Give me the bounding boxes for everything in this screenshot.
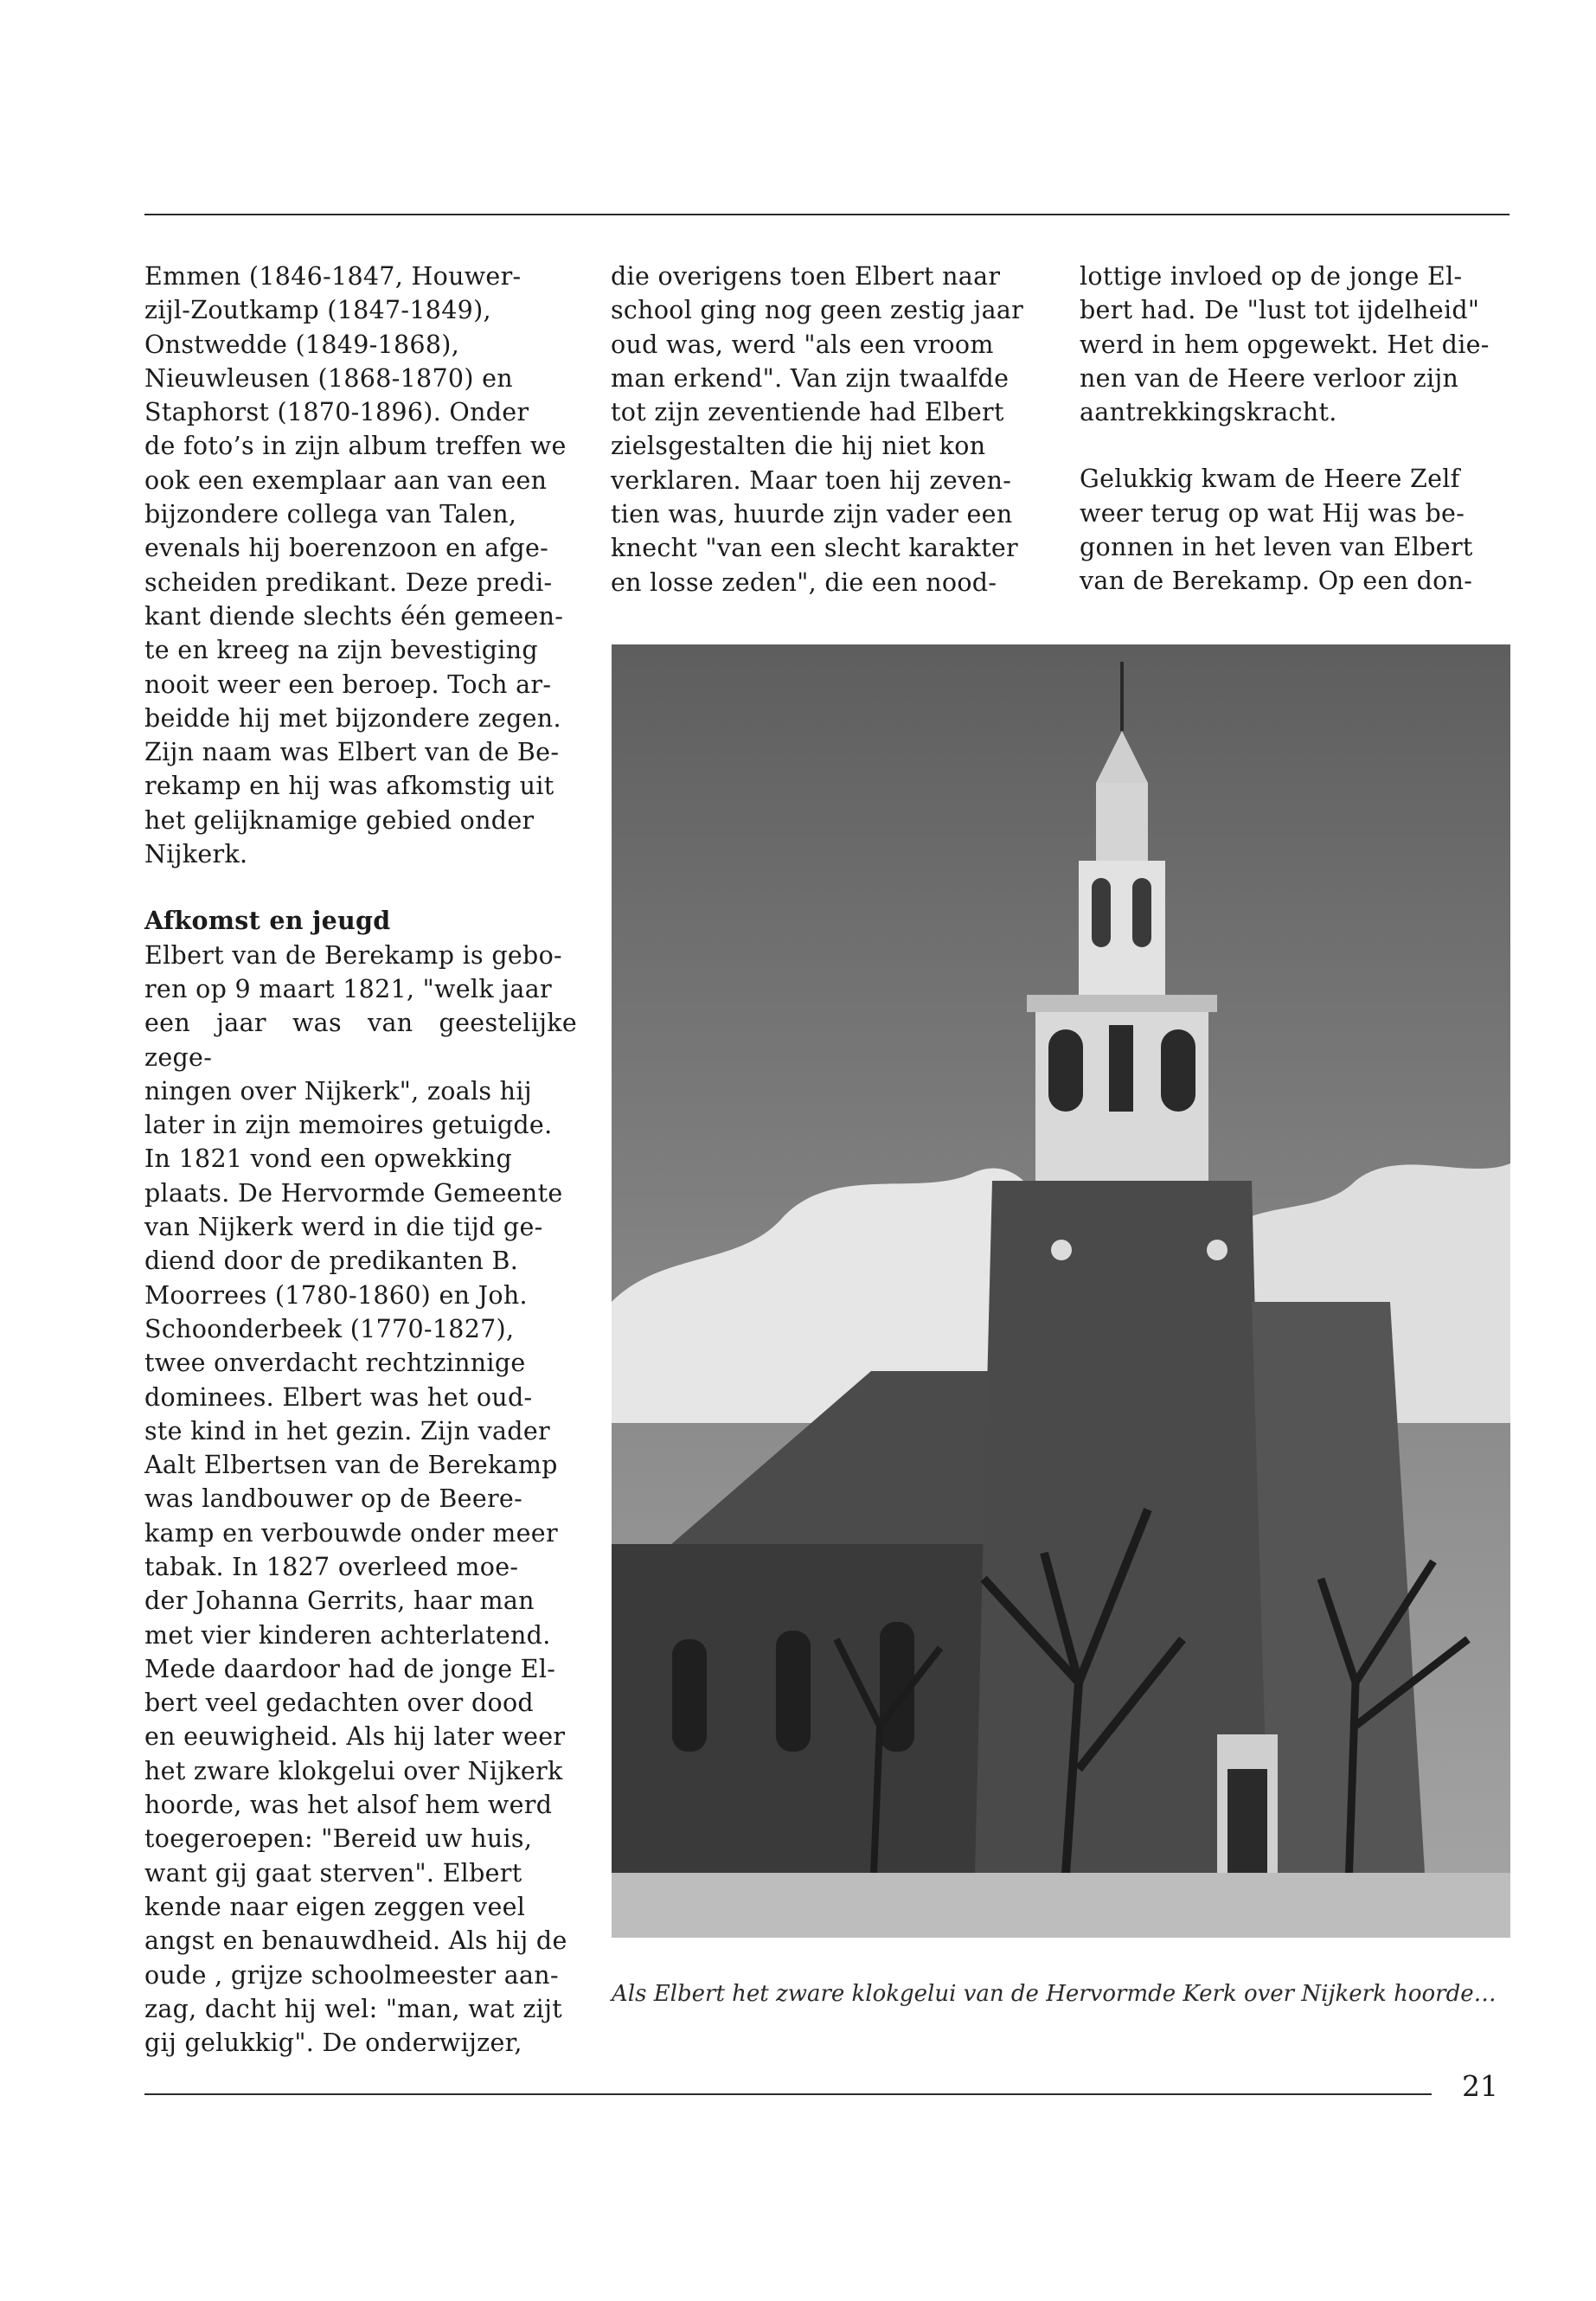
photo-caption: Als Elbert het zware klokgelui van de Hervormde Kerk over Nijkerk hoorde… <box>612 1981 1497 2007</box>
text-column-2 <box>611 260 1048 599</box>
intro-paragraph: Emmen (1846-1847, Houwer- zijl-Zoutkamp (1847-1849), Onstwedde (1849-1868), Nieuwleusen (1868-1870) en Staphorst (1870-1896). Onder de foto’s in zijn album treffen we ook een exemplaar aan van een bijzondere collega van Talen, evenals hij boerenzoon en afge- scheiden predikant. Deze predi- kant diende slechts één gemeen- te en kreeg na zijn bevestiging nooit weer een beroep. Toch ar- beidde hij met bijzondere zegen. Zijn naam was Elbert van de Be- rekamp en hij was afkomstig uit het gelijknamige gebied onder Nijkerk. <box>144 262 567 869</box>
page-number: 21 <box>1462 2069 1498 2103</box>
top-rule <box>144 214 1509 215</box>
bottom-rule <box>144 2093 1432 2095</box>
column3-paragraph-2: Gelukkig kwam de Heere Zelf weer terug op wat Hij was be- gonnen in het leven van Elbert van de Berekamp. Op een don- <box>1080 465 1473 596</box>
section-body-paragraph: Elbert van de Berekamp is gebo- ren op 9 maart 1821, "welk jaar een jaar was van geestelijke zege- ningen over Nijkerk", zoals hij later in zijn memoires getuigde. In 1821 vond een opwekking plaats. De Hervormde Gemeente van Nijkerk werd in die tijd ge- diend door de predikanten B. Moorrees (1780-1860) en Joh. Schoonderbeek (1770-1827), twee onverdacht rechtzinnige dominees. Elbert was het oud- ste kind in het gezin. Zijn vader Aalt Elbertsen van de Berekamp was landbouwer op de Beere- kamp en verbouwde onder meer tabak. In 1827 overleed moe- der Johanna Gerrits, haar man met vier kinderen achterlatend. Mede daardoor had de jonge El- bert veel gedachten over dood en eeuwigheid. Als hij later weer het zware klokgelui over Nijkerk hoorde, was het alsof hem werd toegeroepen: "Bereid uw huis, want gij gaat sterven". Elbert kende naar eigen zeggen veel angst en benauwdheid. Als hij de oude , grijze schoolmeester aan- zag, dacht hij wel: "man, wat zijt gij gelukkig". De onderwijzer, <box>144 940 577 2058</box>
column3-paragraph-1: lottige invloed op de jonge El- bert had. De "lust tot ijdelheid" werd in hem opgewekt. Het die- nen van de Heere verloor zijn aantrekkingskracht. <box>1080 262 1490 427</box>
text-column-1 <box>144 260 577 2060</box>
text-column-3 <box>1080 260 1510 599</box>
church-illustration <box>612 644 1510 1938</box>
church-photo <box>612 644 1510 1938</box>
column2-paragraph: die overigens toen Elbert naar school ging nog geen zestig jaar oud was, werd "als een vroom man erkend". Van zijn twaalfde tot zijn zeventiende had Elbert zielsgestalten die hij niet kon verklaren. Maar toen hij zeven- tien was, huurde zijn vader een knecht "van een slecht karakter en losse zeden", die een nood- <box>611 262 1024 597</box>
section-heading: Afkomst en jeugd <box>144 906 391 936</box>
